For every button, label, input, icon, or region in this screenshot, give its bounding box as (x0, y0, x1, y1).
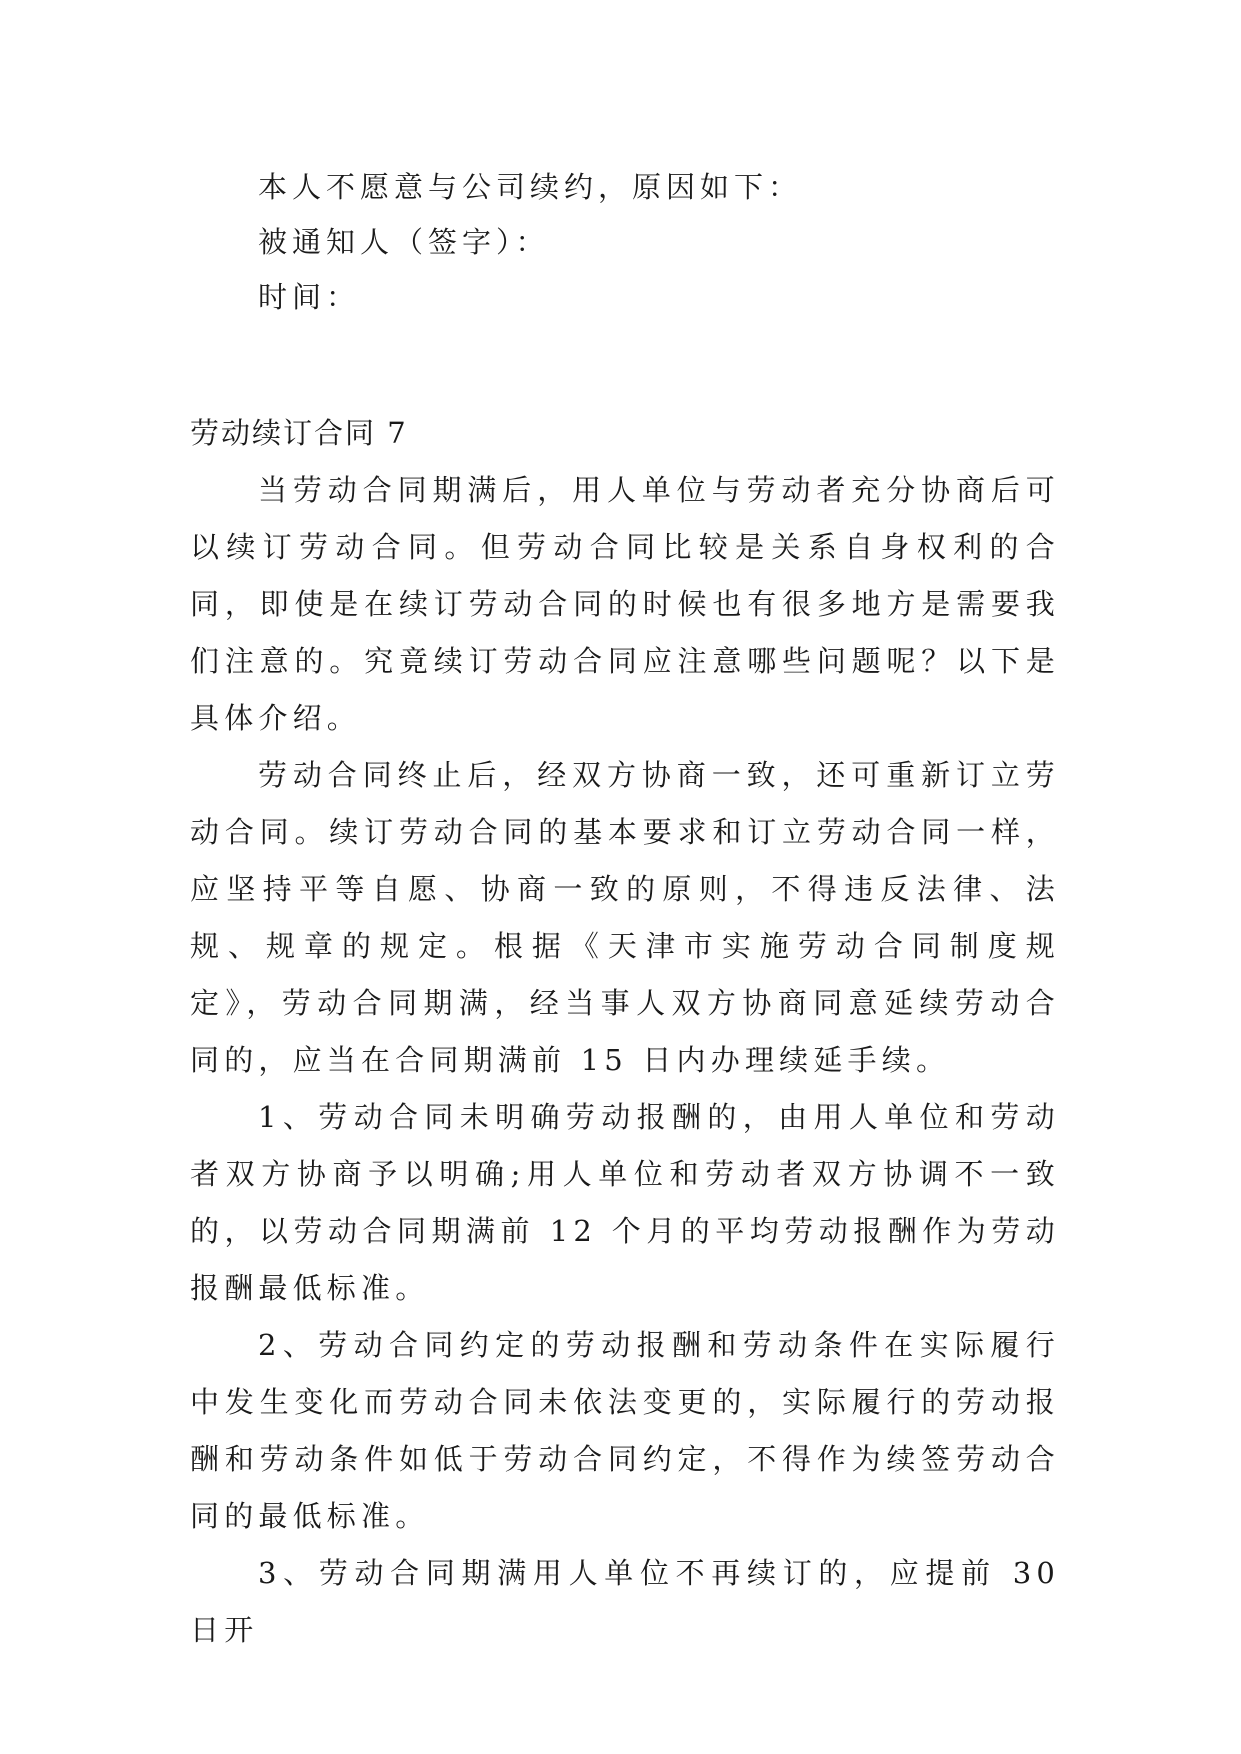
section-heading: 劳动续订合同 7 (190, 416, 408, 450)
paragraph-item-2: 2、劳动合同约定的劳动报酬和劳动条件在实际履行中发生变化而劳动合同未依法变更的，实际履行的劳动报酬和劳动条件如低于劳动合同约定，不得作为续签劳动合同的最低标准。 (190, 1328, 1060, 1533)
document-body (190, 160, 1060, 1659)
refusal-reason-line: 本人不愿意与公司续约，原因如下： (258, 170, 803, 204)
paragraph-intro: 当劳动合同期满后，用人单位与劳动者充分协商后可以续订劳动合同。但劳动合同比较是关系自身权利的合同，即使是在续订劳动合同的时候也有很多地方是需要我们注意的。究竟续订劳动合同应注意哪些问题呢？以下是具体介绍。 (190, 473, 1060, 735)
renewal-refusal-form (190, 160, 1060, 325)
signature-line: 被通知人（签字）： (258, 225, 550, 259)
paragraph-item-1: 1、劳动合同未明确劳动报酬的，由用人单位和劳动者双方协商予以明确;用人单位和劳动者双方协调不一致的，以劳动合同期满前 12 个月的平均劳动报酬作为劳动报酬最低标准。 (190, 1100, 1060, 1305)
paragraph-renewal-rules: 劳动合同终止后，经双方协商一致，还可重新订立劳动合同。续订劳动合同的基本要求和订立劳动合同一样，应坚持平等自愿、协商一致的原则，不得违反法律、法规、规章的规定。根据《天津市实施劳动合同制度规定》，劳动合同期满，经当事人双方协商同意延续劳动合同的，应当在合同期满前 15 日内办理续延手续。 (190, 758, 1060, 1077)
date-line: 时间： (258, 280, 361, 314)
paragraph-item-3: 3、劳动合同期满用人单位不再续订的，应提前 30 日开 (190, 1556, 1060, 1647)
